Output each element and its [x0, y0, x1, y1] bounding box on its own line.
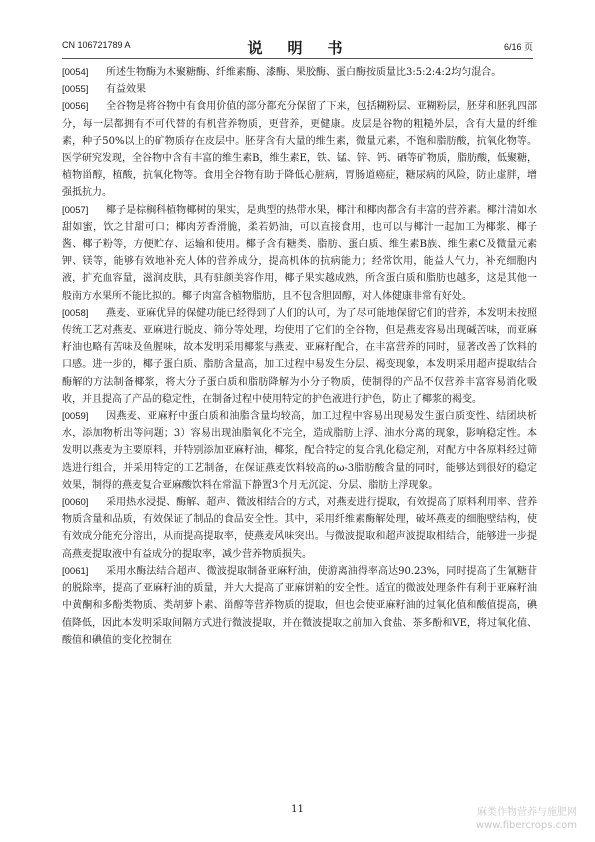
paragraph-number: [0059]: [62, 411, 89, 423]
paragraph-0059: [62, 408, 537, 494]
paragraph-0058: [62, 305, 537, 408]
document-number: CN 106721789 A: [62, 40, 131, 50]
paragraph-0056: [62, 98, 537, 201]
paragraph-text: 燕麦、亚麻优异的保健功能已经得到了人们的认可，为了尽可能地保留它们的营养，本发明未按照传统工艺对燕麦、亚麻进行脱皮、筛分等处理，均使用了它们的全谷物，但是燕麦容易出现碱苦味，而亚麻籽油也略有苦味及鱼腥味，故本发明采用椰浆与燕麦、亚麻籽配合，在丰富营养的同时，显著改善了饮料的口感。进一步的，椰子蛋白质、脂肪含量高，加工过程中易发生分层、褐变现象，本发明采用超声提取结合酶解的方法制备椰浆，将大分子蛋白质和脂肪降解为小分子物质，使制得的产品不仅营养丰富容易消化吸收，并且提高了产品的稳定性，在制备过程中使用特定的护色液进行护色，防止了椰浆的褐变。: [62, 307, 537, 405]
watermark-site-name: 麻类作物营养与施肥网: [477, 807, 577, 818]
paragraph-text: 采用水酶法结合超声、微波提取制备亚麻籽油，使游离油得率高达90.23%，同时提高了生氰糖苷的脱除率，提高了亚麻籽油的质量，并大大提高了亚麻饼粕的安全性。适宜的微波处理条件有利于亚麻籽油中黄酮和多酚类物质、类胡萝卜素、甾醇等营养物质的提取，但也会使亚麻籽油的过氧化值和酸值提高，碘值降低，因此本发明采取间隔方式进行微波提取，并在微波提取之前加入食盐、茶多酚和VE，将过氧化值、酸值和碘值的变化控制在: [62, 565, 537, 646]
paragraph-text: 因燕麦、亚麻籽中蛋白质和油脂含量均较高，加工过程中容易出现易发生蛋白质变性、结团块析水，添加物析出等问题；3）容易出现油脂氧化不完全，造成脂肪上浮、油水分离的现象，影响稳定性。本发明以燕麦为主要原料，并特别添加亚麻籽油，椰浆，配合特定的复合乳化稳定剂，对配方中各原料经过筛选进行组合，并采用特定的工艺制备，在保证燕麦饮料较高的ω-3脂肪酸含量的同时，能够达到很好的稳定效果，制得的燕麦复合亚麻酸饮料在常温下静置3个月无沉淀、分层、脂肪上浮现象。: [62, 411, 537, 491]
paragraph-text: 所述生物酶为木聚糖酶、纤维素酶、漆酶、果胶酶、蛋白酶按质量比3:5:2:4:2均匀混合。: [106, 67, 502, 78]
paragraph-text: 采用热水浸提、酶解、超声、微波相结合的方式，对燕麦进行提取，有效提高了原料利用率、营养物质含量和品质，有效保证了制品的食品安全性。其中，采用纤维素酶解处理，破坏燕麦的细胞壁结构，使有效成分能充分溶出，从而提高提取率，使燕麦风味突出。与微波提取和超声波提取相结合，能够进一步提高燕麦提取液中有益成分的提取率，减少营养物质损失。: [62, 497, 537, 560]
paragraph-number: [0058]: [62, 307, 89, 319]
paragraph-number: [0057]: [62, 204, 89, 216]
section-heading: 有益效果: [106, 84, 146, 96]
paragraph-number: [0060]: [62, 497, 89, 509]
paragraph-0055: [62, 81, 537, 98]
paragraph-0060: [62, 494, 537, 563]
page-count: 6/16 页: [503, 42, 533, 52]
page-header: [62, 36, 533, 59]
paragraph-text: 椰子是棕榈科植物椰树的果实，是典型的热带水果，椰汁和椰肉都含有丰富的营养素。椰汁清如水甜如蜜，饮之甘甜可口；椰肉芳香滑脆，柔若奶油，可以直接食用，也可以与椰汁一起加工为椰浆、椰子酱、椰子粉等，方便贮存、运输和使用。椰子含有糖类、脂肪、蛋白质、维生素B族、维生素C及微量元素钾、镁等，能够有效地补充人体的营养成分，提高机体的抗病能力；经常饮用，能益人气力，补充细胞内液，扩充血容量，滋润皮肤，具有驻颜美容作用，椰子果实越成熟，所含蛋白质和脂肪也越多，这是其他一般南方水果所不能比拟的。椰子肉富含植物脂肪，且不包含胆固醇，对人体健康非常有好处。: [62, 204, 537, 302]
paragraph-0061: [62, 563, 537, 649]
watermark: [476, 806, 577, 832]
paragraph-0057: [62, 202, 537, 305]
document-body: [62, 64, 537, 649]
paragraph-number: [0056]: [62, 101, 89, 113]
page-number: 11: [291, 804, 304, 815]
paragraph-0054: [62, 64, 537, 81]
paragraph-number: [0061]: [62, 565, 89, 577]
paragraph-number: [0054]: [62, 67, 89, 78]
page-title: 说 明 书: [247, 39, 348, 57]
paragraph-number: [0055]: [62, 84, 89, 96]
watermark-url: www.fibercrops.com: [475, 820, 577, 831]
paragraph-text: 全谷物是将谷物中有食用价值的部分都充分保留了下来，包括糊粉层、亚糊粉层，胚芽和胚乳四部分，每一层都拥有不可代替的有机营养物质，更营养，更健康。皮层是谷物的粗糙外层，含有大量的纤维素，种子50%以上的矿物质存在皮层中。胚芽含有大量的维生素，微量元素，不饱和脂肪酸，抗氧化物等。医学研究发现，全谷物中含有丰富的维生素B，维生素E，铁、锰、锌、钙、硒等矿物质，脂肪酸，低聚糖，植物甾醇，植酸，抗氧化物等。食用全谷物有助于降低心脏病，胃肠道癌症，糖尿病的风险，防止虚胖，增强抵抗力。: [62, 101, 537, 199]
